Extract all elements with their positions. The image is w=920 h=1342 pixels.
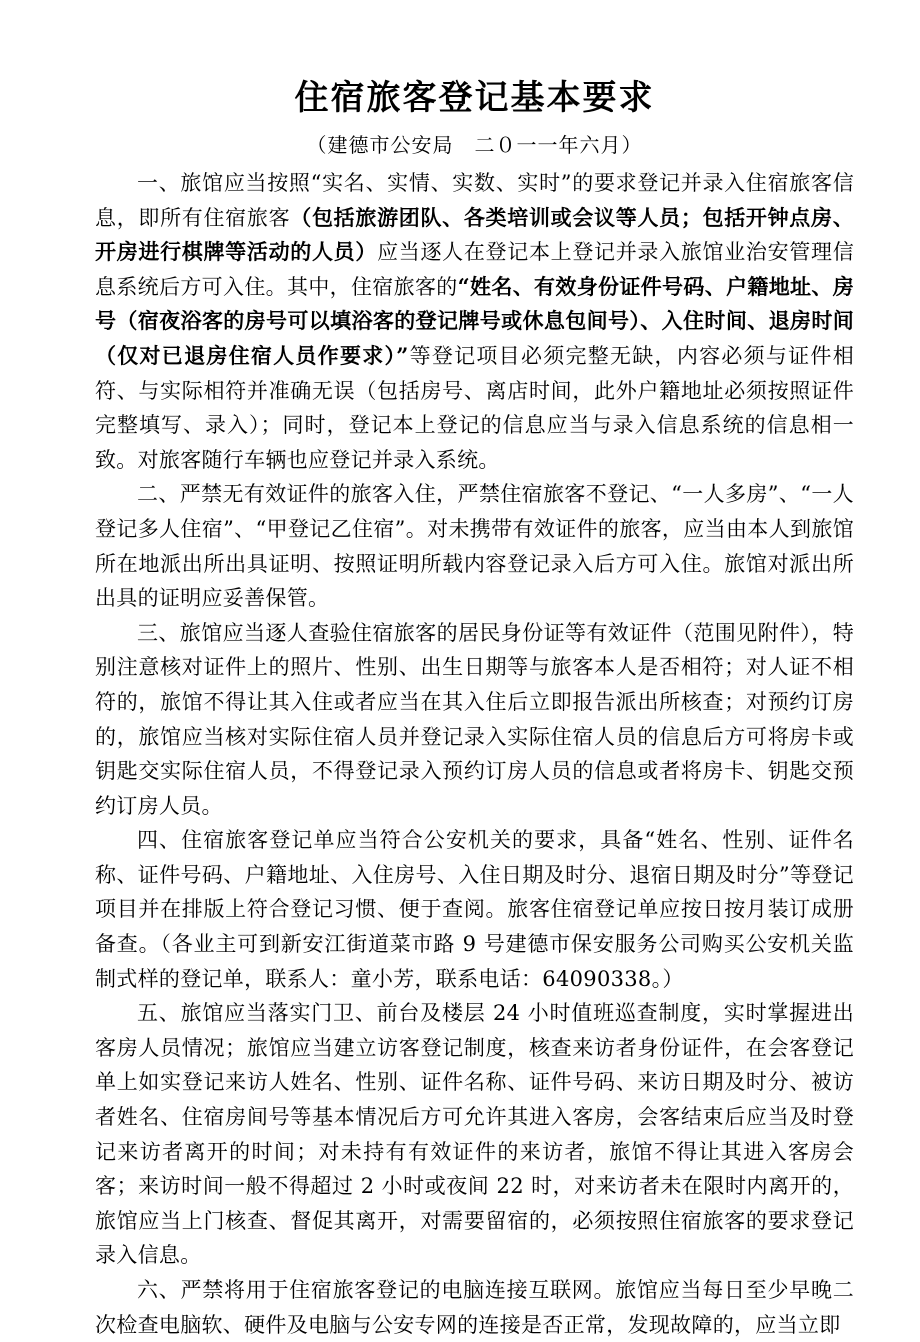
paragraph-1-bold-fields: “姓名、有效身份证件号码、户籍地址、房号（宿夜浴客的房号可以填浴客的登记牌号或休息包间号）、入住时间、退房时间（仅对已退房住宿人员作要求）” [95,273,854,368]
paragraph-1-bold-scope: （包括旅游团队、各类培训或会议等人员；包括开钟点房、开房进行棋牌等活动的人员） [95,204,854,265]
paragraph-6-text: 六、严禁将用于住宿旅客登记的电脑连接互联网。旅馆应当每日至少早晚二次检查电脑软、硬件及电脑与公安专网的连接是否正常，发现故障的，应当立即 [95,1278,854,1337]
paragraph-4 [95,823,854,996]
paragraph-1 [95,166,854,477]
paragraph-1-text: 应当逐人在登记本上登记并录入旅馆业治安管理信息系统后方可入住。其中，住宿旅客的 [95,240,854,299]
paragraph-4-text: 四、住宿旅客登记单应当符合公安机关的要求，具备“姓名、性别、证件名称、证件号码、户籍地址、入住房号、入住日期及时分、退宿日期及时分”等登记项目并在排版上符合登记习惯、便于查阅。旅客住宿登记单应按日按月装订成册备查。（各业主可到新安江街道菜市路 9 号建德市保安服务公司购买公安机关监制式样的登记单，联系人：童小芳，联系电话：64090338。） [95,828,854,991]
paragraph-3 [95,616,854,824]
paragraph-1-text: 一、旅馆应当按照“实名、实情、实数、实时”的要求登记并录入住宿旅客信息，即所有住宿旅客 [95,171,854,230]
document-title: 住宿旅客登记基本要求 [294,78,655,118]
paragraph-5-text: 五、旅馆应当落实门卫、前台及楼层 24 小时值班巡查制度，实时掌握进出客房人员情况；旅馆应当建立访客登记制度，核查来访者身份证件，在会客登记单上如实登记来访人姓名、性别、证件名称、证件号码、来访日期及时分、被访者姓名、住宿房间号等基本情况后方可允许其进入客房，会客结束后应当及时登记来访者离开的时间；对未持有有效证件的来访者，旅馆不得让其进入客房会客；来访时间一般不得超过 2 小时或夜间 22 时，对来访者未在限时内离开的，旅馆应当上门核查、督促其离开，对需要留宿的，必须按照住宿旅客的要求登记录入信息。 [95,1001,854,1268]
paragraph-3-text: 三、旅馆应当逐人查验住宿旅客的居民身份证等有效证件（范围见附件），特别注意核对证件上的照片、性别、出生日期等与旅客本人是否相符；对人证不相符的，旅馆不得让其入住或者应当在其入住后立即报告派出所核查；对预约订房的，旅馆应当核对实际住宿人员并登记录入实际住宿人员的信息后方可将房卡或钥匙交实际住宿人员，不得登记录入预约订房人员的信息或者将房卡、钥匙交预约订房人员。 [95,620,854,818]
paragraph-2-text: 二、严禁无有效证件的旅客入住，严禁住宿旅客不登记、“一人多房”、“一人登记多人住宿”、“甲登记乙住宿”。对未携带有效证件的旅客，应当由本人到旅馆所在地派出所出具证明、按照证明所载内容登记录入后方可入住。旅馆对派出所出具的证明应妥善保管。 [95,482,854,611]
paragraph-5 [95,996,854,1273]
document-subtitle: （建德市公安局 二０一一年六月） [306,133,643,157]
paragraph-6 [95,1273,854,1342]
paragraph-1-text: 等登记项目必须完整无缺，内容必须与证件相符、与实际相符并准确无误（包括房号、离店时间，此外户籍地址必须按照证件完整填写、录入）；同时，登记本上登记的信息应当与录入信息系统的信息相一致。对旅客随行车辆也应登记并录入系统。 [95,343,855,472]
paragraph-2 [95,477,854,615]
